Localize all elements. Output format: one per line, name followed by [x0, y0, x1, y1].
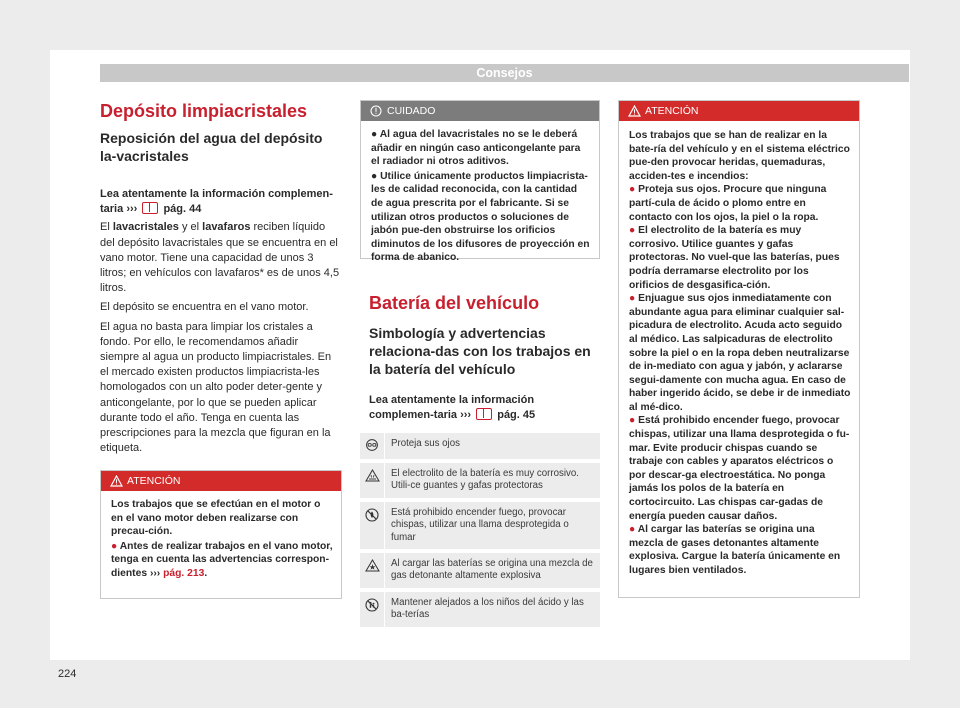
caution-bullet: ● Utilice únicamente productos limpiacrista-les de calidad reconocida, con la cantidad de agua prescrita por el fabricante. Si se utilizan otros productos o soluciones de jabón pue-den obstruirse los orificios diminutos de los difusores de proyección en forma de abanico. — [371, 170, 590, 264]
symbol-table — [360, 433, 600, 631]
page-reference[interactable]: pág. 44 — [163, 203, 202, 216]
warning-bullet: ● Proteja sus ojos. Procure que ninguna partí-cula de ácido o plomo entre en contacto con los ojos, la piel o la ropa. — [629, 184, 827, 223]
arrow-link[interactable]: ››› — [149, 567, 161, 579]
explosive-icon — [365, 559, 380, 572]
info-circle-icon — [370, 105, 382, 117]
table-row: Mantener alejados a los niños del ácido y las ba-terías — [360, 592, 600, 627]
corrosive-icon — [365, 469, 380, 482]
paragraph-location: El depósito se encuentra en el vano motor. — [100, 301, 309, 314]
warning-bullet: ● Enjuague sus ojos inmediatamente con abundante agua para eliminar cualquier sal-picadura de electrolito. Acuda acto seguido al médico. Las salpicaduras de electrolito sobre la piel o en la ropa deben neutralizarse de in-mediato con agua y jabón, y aclararse segui-damente con mucha agua. En caso de haber ingerido ácido, se debe ir de inmediato al mé-dico. — [629, 293, 851, 413]
warning-header: ATENCIÓN — [619, 101, 859, 121]
left-column — [100, 100, 340, 456]
lead-paragraph: Lea atentamente la información complemen-taria ››› pág. 45 — [369, 394, 536, 422]
no-children-icon — [365, 598, 379, 612]
arrow-link[interactable]: ››› — [126, 203, 138, 216]
warning-body: Los trabajos que se han de realizar en la bate-ría del vehículo y en el sistema eléctrico pue-den provocar heridas, quemaduras, acciden-tes e incendios: ● Proteja sus ojos. Procure que ninguna partí-cula de ácido o plomo entre en contacto con los ojos, la piel o la ropa. ● El electrolito de la batería es muy corrosivo. Utilice guantes y gafas protectoras. No vuel-que las baterías, pues podría derramarse electrolito por los orificios de desgasifica-ción. ● Enjuague sus ojos inmediatamente con abundante agua para eliminar cualquier sal-picadura de electrolito. Acuda acto seguido al médico. Las salpicaduras de electrolito sobre la piel o en la ropa deben neutralizarse de in-mediato con agua y jabón, y aclararse segui-damente con mucha agua. En caso de haber ingerido ácido, se debe ir de inmediato al mé-dico. ● Está prohibido encender fuego, provocar chispas, utilizar una llama desprotegida o fu-mar. Evite producir chispas cuando se trabaje con cables y aparatos eléctricos o por descar-ga electroestática. No ponga jamás los polos de la batería en cortocircuito. Las chispas car-gadas de energía pueden causar daños. ● Al cargar las baterías se origina una mezcla de gases detonantes altamente explosiva. Cargue la batería únicamente en lugares bien ventilados. — [629, 130, 851, 576]
table-row: Está prohibido encender fuego, provocar chispas, utilizar una llama desprotegida o fumar — [360, 502, 600, 549]
warning-box-engine — [100, 470, 342, 599]
section-heading: Batería del vehículo — [369, 293, 540, 313]
arrow-link[interactable]: ››› — [460, 409, 472, 422]
caution-box — [360, 100, 600, 264]
middle-column — [360, 292, 600, 423]
book-icon — [142, 202, 158, 214]
page-number: 224 — [58, 668, 77, 680]
warning-triangle-icon — [110, 475, 123, 487]
manual-page — [50, 50, 910, 680]
subsection-heading: Reposición del agua del depósito la-vacristales — [100, 130, 323, 164]
subsection-heading: Simbología y advertencias relaciona-das con los trabajos en la batería del vehículo — [369, 325, 591, 377]
paragraph-cleaning: El agua no basta para limpiar los cristales a fondo. Por ello, le recomendamos añadir siempre al agua un producto limpiacristales. En el mercado existen productos limpiacrista-les homologados con un alto poder deter-gente y anticongelante, por lo que se pueden aplicar durante todo el año. Tenga en cuenta las prescripciones para la mezcla que figuran en la etiqueta. — [100, 320, 332, 455]
page-reference[interactable]: pág. 213 — [163, 567, 205, 579]
warning-header: ATENCIÓN — [101, 471, 341, 491]
paragraph-washer: El lavacristales y el lavafaros reciben líquido del depósito lavacristales que se encuentra en el vano motor. Tiene una capacidad de unos 3 litros; en vehículos con lavafaros* es de unos 4,5 litros. — [100, 221, 340, 295]
table-row: El electrolito de la batería es muy corrosivo. Utili-ce guantes y gafas protectoras — [360, 463, 600, 498]
warning-box-battery — [618, 100, 860, 598]
book-icon — [476, 408, 492, 420]
lead-paragraph: Lea atentamente la información complemen-taria ››› pág. 44 — [100, 188, 333, 216]
warning-body: Los trabajos que se efectúan en el motor o en el vano motor deben realizarse con precau-ción. ● Antes de realizar trabajos en el vano motor, tenga en cuenta las advertencias correspon-dientes ››› pág. 213. — [111, 499, 333, 579]
section-header: Consejos — [100, 64, 909, 82]
page-reference[interactable]: pág. 45 — [497, 409, 536, 422]
table-row: Al cargar las baterías se origina una mezcla de gas detonante altamente explosiva — [360, 553, 600, 588]
section-heading: Depósito limpiacristales — [100, 101, 308, 121]
warning-triangle-icon — [628, 105, 641, 117]
caution-bullet: ● Al agua del lavacristales no se le deberá añadir en ningún caso anticongelante para el radiador ni otros aditivos. — [371, 129, 581, 168]
no-fire-icon — [365, 508, 379, 522]
goggles-icon — [365, 439, 379, 451]
caution-header: CUIDADO — [361, 101, 599, 121]
caution-body — [361, 121, 599, 271]
warning-bullet: ● Antes de realizar trabajos en el vano motor, tenga en cuenta las advertencias correspon-dientes ››› pág. 213. — [111, 540, 333, 579]
warning-bullet: ● Está prohibido encender fuego, provocar chispas, utilizar una llama desprotegida o fu-mar. Evite producir chispas cuando se trabaje con cables y aparatos eléctricos o por descar-ga electroestática. No ponga jamás los polos de la batería en cortocircuito. Las chispas car-gadas de energía pueden causar daños. — [629, 415, 850, 522]
table-row: Proteja sus ojos — [360, 433, 600, 459]
warning-bullet: ● Al cargar las baterías se origina una mezcla de gases detonantes altamente explosiva. Cargue la batería únicamente en lugares bien ventilados. — [629, 524, 841, 576]
warning-bullet: ● El electrolito de la batería es muy corrosivo. Utilice guantes y gafas protectoras. No vuel-que las baterías, pues podría derramarse electrolito por los orificios de desgasifica-ción. — [629, 225, 840, 291]
